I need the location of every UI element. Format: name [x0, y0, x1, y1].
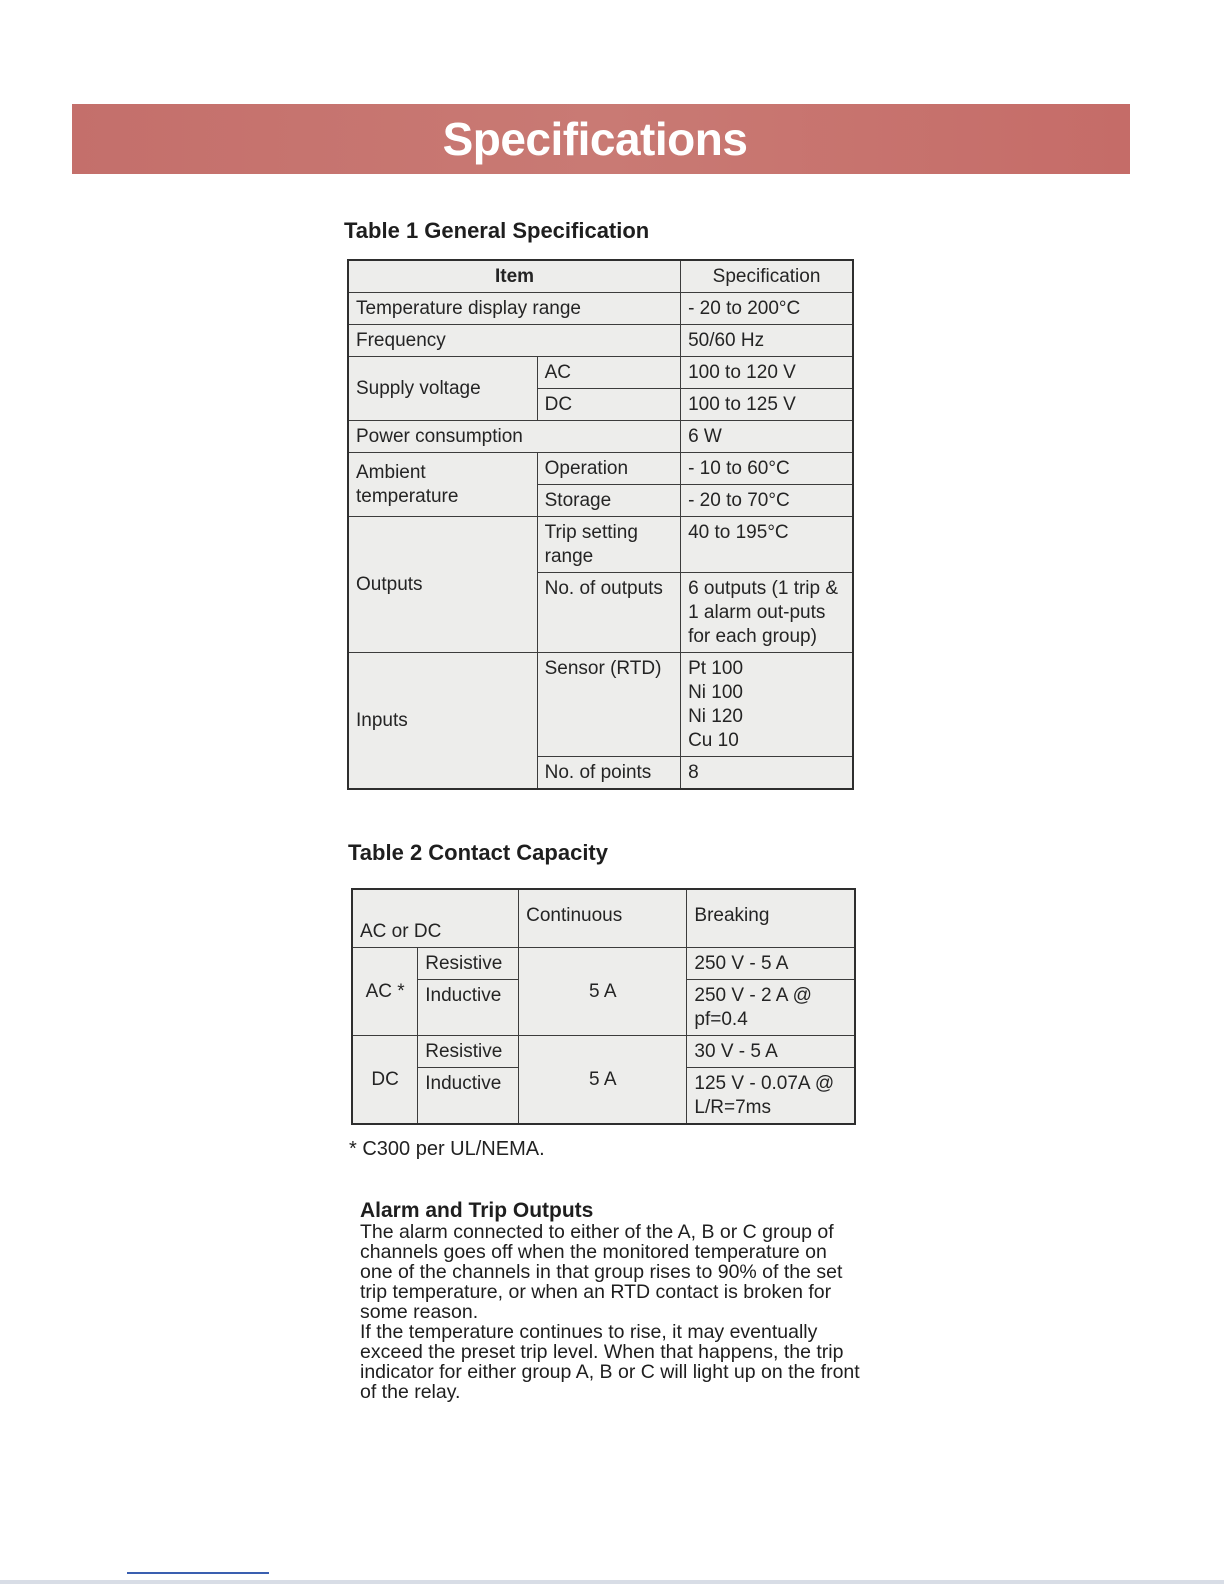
table-row: [348, 453, 853, 485]
row-value: 6 W: [681, 421, 853, 453]
sensor-type: Ni 100: [688, 682, 743, 703]
sub-label: DC: [537, 389, 680, 421]
row-label: Supply voltage: [348, 357, 537, 421]
row-value: - 20 to 200°C: [681, 293, 853, 325]
load-label: Inductive: [418, 979, 519, 1035]
table-row: [348, 325, 853, 357]
table-row: [348, 653, 853, 757]
row-label: Frequency: [348, 325, 681, 357]
section-paragraph: The alarm connected to either of the A, B or C group of channels goes off when the monitored temperature on one of the channels in that group rises to 90% of the set trip temperature, or when an RTD contact is broken for some reason.: [360, 1221, 843, 1323]
row-label: Ambient temperature: [348, 453, 537, 517]
alarm-trip-section: [360, 1200, 860, 1402]
table1-caption: Table 1 General Specification: [344, 218, 650, 243]
load-label: Resistive: [418, 947, 519, 979]
breaking-value: 125 V - 0.07A @ L/R=7ms: [687, 1067, 855, 1124]
row-label: Power consumption: [348, 421, 681, 453]
header-continuous: Continuous: [519, 889, 687, 947]
sub-label: Storage: [537, 485, 680, 517]
footnote: * C300 per UL/NEMA.: [349, 1138, 545, 1160]
table-row: [348, 260, 853, 293]
row-value: 40 to 195°C: [681, 517, 853, 573]
section-heading: Alarm and Trip Outputs: [360, 1199, 594, 1222]
row-value: [681, 653, 853, 757]
load-label: Resistive: [418, 1035, 519, 1067]
page-title: Specifications: [442, 113, 748, 165]
continuous-value: 5 A: [519, 1035, 687, 1124]
sub-label: AC: [537, 357, 680, 389]
table-row: [348, 293, 853, 325]
row-value: - 10 to 60°C: [681, 453, 853, 485]
row-value: 100 to 120 V: [681, 357, 853, 389]
header-specification: Specification: [681, 260, 853, 293]
row-label: Temperature display range: [348, 293, 681, 325]
header-breaking: Breaking: [687, 889, 855, 947]
section-paragraph: If the temperature continues to rise, it may eventually exceed the preset trip level. When that happens, the trip indicator for either group A, B or C will light up on the front of the relay.: [360, 1321, 860, 1403]
table-row: [352, 947, 855, 979]
breaking-value: 30 V - 5 A: [687, 1035, 855, 1067]
row-label: Outputs: [348, 517, 537, 653]
sensor-type: Pt 100: [688, 658, 744, 679]
table2-caption: Table 2 Contact Capacity: [348, 840, 608, 865]
page-bottom-edge: [0, 1580, 1224, 1584]
title-banner: [72, 104, 1130, 174]
row-label: Inputs: [348, 653, 537, 790]
general-spec-table: [347, 259, 854, 790]
table-row: [348, 517, 853, 573]
sub-label: No. of points: [537, 757, 680, 790]
contact-capacity-table: [351, 888, 856, 1125]
row-value: 6 outputs (1 trip & 1 alarm out-puts for each group): [681, 573, 853, 653]
header-ac-or-dc: AC or DC: [352, 889, 519, 947]
footer-rule: [127, 1572, 269, 1574]
row-value: 50/60 Hz: [681, 325, 853, 357]
ac-label: AC *: [352, 947, 418, 1035]
dc-label: DC: [352, 1035, 418, 1124]
breaking-value: 250 V - 2 A @ pf=0.4: [687, 979, 855, 1035]
header-item: Item: [348, 260, 681, 293]
load-label: Inductive: [418, 1067, 519, 1124]
sub-label: Trip setting range: [537, 517, 680, 573]
table-row: [352, 889, 855, 947]
table-row: [352, 1035, 855, 1067]
continuous-value: 5 A: [519, 947, 687, 1035]
sub-label: Sensor (RTD): [537, 653, 680, 757]
sensor-type: Cu 10: [688, 730, 739, 751]
sub-label: Operation: [537, 453, 680, 485]
sensor-type: Ni 120: [688, 706, 743, 727]
row-value: 100 to 125 V: [681, 389, 853, 421]
breaking-value: 250 V - 5 A: [687, 947, 855, 979]
table-row: [348, 357, 853, 389]
sub-label: No. of outputs: [537, 573, 680, 653]
row-value: - 20 to 70°C: [681, 485, 853, 517]
table-row: [348, 421, 853, 453]
row-value: 8: [681, 757, 853, 790]
